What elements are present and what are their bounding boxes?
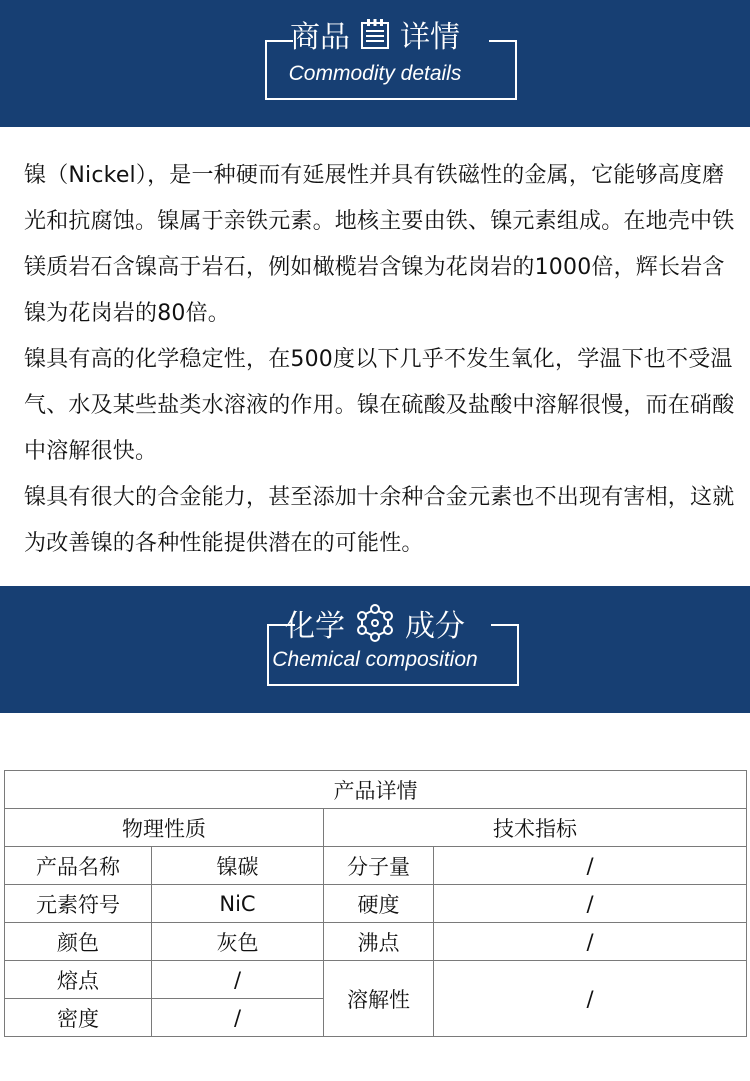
- table-title: 产品详情: [5, 771, 747, 809]
- commodity-details-banner: [0, 0, 750, 127]
- group-technical-indicators: 技术指标: [324, 809, 747, 847]
- row-value: /: [152, 961, 324, 999]
- tech-value: /: [434, 923, 747, 961]
- section-title-left: 化学: [285, 609, 345, 644]
- row-value: NiC: [152, 885, 324, 923]
- row-value: 镍碳: [152, 847, 324, 885]
- row-label: 密度: [5, 999, 152, 1037]
- section-subtitle: Commodity details: [288, 62, 462, 85]
- chemical-composition-banner: [0, 586, 750, 713]
- table-row: [5, 923, 747, 961]
- description-paragraph-3: 镍具有很大的合金能力，甚至添加十余种合金元素也不出现有害相，这就为改善镍的各种性能提供潜在的可能性。: [24, 485, 735, 556]
- row-label: 颜色: [5, 923, 152, 961]
- product-spec-table: [4, 770, 747, 1037]
- tech-value: /: [434, 885, 747, 923]
- table-row: [5, 885, 747, 923]
- tech-label: 硬度: [324, 885, 434, 923]
- table-row: [5, 961, 747, 999]
- row-label: 元素符号: [5, 885, 152, 923]
- product-description: [24, 153, 740, 567]
- section-title-right: 详情: [400, 20, 460, 55]
- tech-label: 分子量: [324, 847, 434, 885]
- section-title-left: 商品: [290, 20, 350, 55]
- section-title-right: 成分: [405, 609, 465, 644]
- table-row: [5, 847, 747, 885]
- section-title: [0, 18, 750, 59]
- section-title: [0, 604, 750, 651]
- description-paragraph-1: 镍（Nickel），是一种硬而有延展性并具有铁磁性的金属，它能够高度磨光和抗腐蚀。镍属于亲铁元素。地核主要由铁、镍元素组成。在地壳中铁镁质岩石含镍高于岩石，例如橄榄岩含镍为花岗岩的1000倍，辉长岩含镍为花岗岩的80倍。: [24, 163, 735, 326]
- molecule-icon: [355, 604, 395, 651]
- notepad-icon: [360, 18, 390, 59]
- row-label: 产品名称: [5, 847, 152, 885]
- description-paragraph-2: 镍具有高的化学稳定性，在500度以下几乎不发生氧化，学温下也不受温气、水及某些盐类水溶液的作用。镍在硫酸及盐酸中溶解很慢，而在硝酸中溶解很快。: [24, 347, 735, 464]
- tech-value: /: [434, 961, 747, 1037]
- tech-label: 溶解性: [324, 961, 434, 1037]
- tech-label: 沸点: [324, 923, 434, 961]
- tech-value: /: [434, 847, 747, 885]
- table-group-row: [5, 809, 747, 847]
- row-label: 熔点: [5, 961, 152, 999]
- row-value: 灰色: [152, 923, 324, 961]
- row-value: /: [152, 999, 324, 1037]
- table-title-row: [5, 771, 747, 809]
- section-subtitle: Chemical composition: [272, 648, 478, 671]
- group-physical-properties: 物理性质: [5, 809, 324, 847]
